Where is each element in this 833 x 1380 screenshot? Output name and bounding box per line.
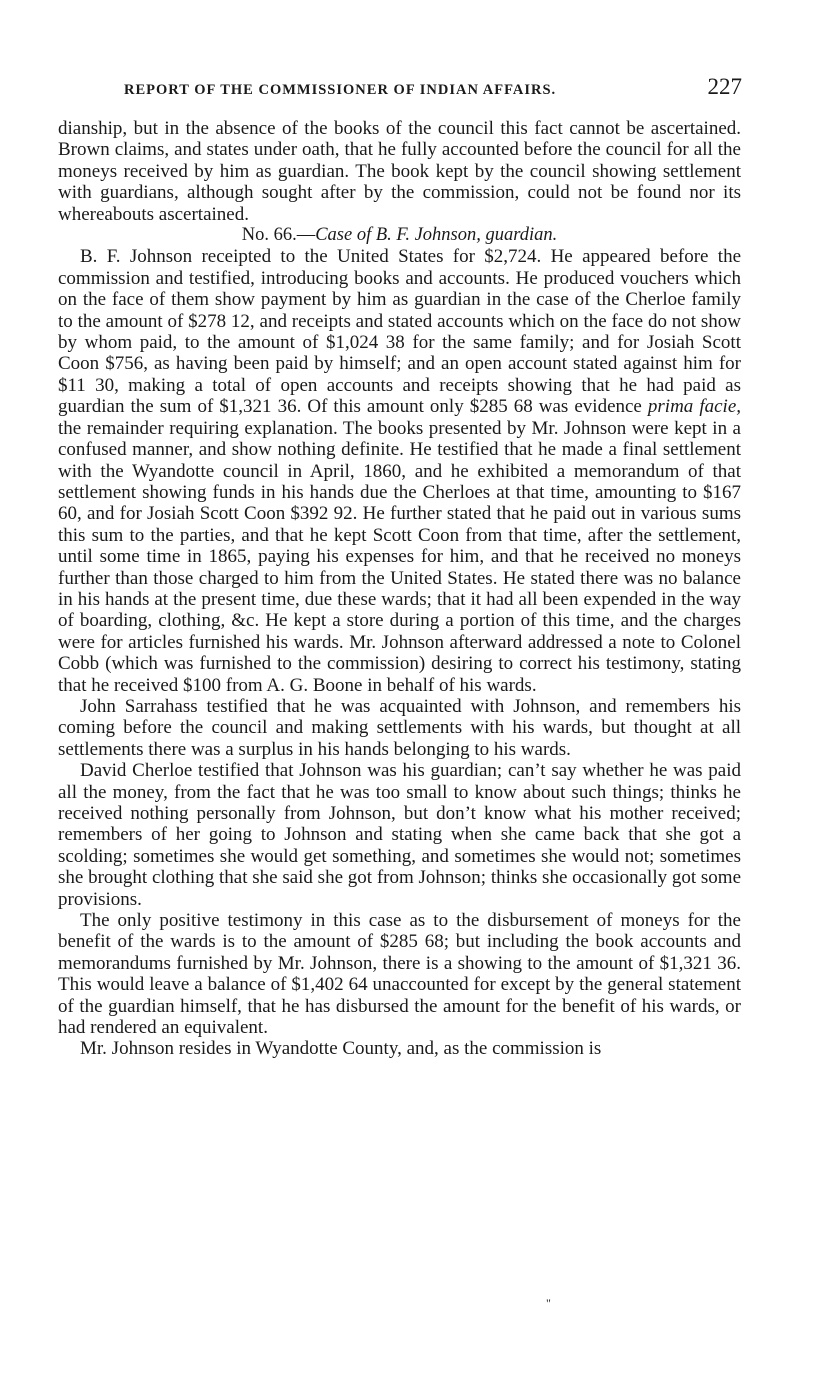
paragraph-1-part2: the remainder requiring explanation. The books presented by Mr. Johnson were kept in a confused manner, and show nothing definite. He testified that he made a final settlement with the Wyandotte council in April, 1860, and he exhibited a memorandum of that settlement showing funds in his hands due the Cherloes at that time, amounting to $167 60, and for Josiah Scott Coon $392 92. He further stated that he paid out in various sums this sum to the parties, and that he kept Scott Coon from that time, after the settlement, until some time in 1865, paying his expenses for him, and that he received no moneys further than those charged to him from the United States. He stated there was no balance in his hands at the present time, due these wards; that it had all been expended in the way of boarding, clothing, &c. He kept a store during a portion of this time, and the charges were for articles furnished his wards. Mr. Johnson afterward addressed a note to Colonel Cobb (which was furnished to the commission) desiring to correct his testimony, stating that he received $100 from A. G. Boone in behalf of his wards. (58, 417, 741, 696)
paragraph-2: John Sarrahass testified that he was acquainted with Johnson, and remembers his coming before the council and making settlements with his wards, but thought at all settlements there was a surplus in his hands belonging to his wards. (58, 695, 741, 760)
case-title: Case of B. F. Johnson, guardian. (315, 225, 558, 246)
page-header (58, 72, 742, 102)
paragraph-4: The only positive testimony in this case as to the disbursement of moneys for the benefit of the wards is to the amount of $285 68; but including the book accounts and memorandums furnished by Mr. Johnson, there is a showing to the amount of $1,321 36. This would leave a balance of $1,402 64 unaccounted for except by the general statement of the guardian himself, that he has disbursed the amount for the benefit of his wards, or had rendered an equivalent. (58, 910, 741, 1039)
paragraph-5: Mr. Johnson resides in Wyandotte County, and, as the commission is (80, 1038, 602, 1060)
running-title: REPORT OF THE COMMISSIONER OF INDIAN AFFAIRS. (124, 82, 557, 98)
paragraph-1 (58, 246, 741, 696)
intro-paragraph: dianship, but in the absence of the books of the council this fact cannot be ascertained. Brown claims, and states under oath, that he fully accounted before the council for all the moneys received by him as guardian. The book kept by the council showing settlement with guardians, although sought after by the commission, could not be found nor its whereabouts ascertained. (58, 118, 741, 225)
paragraph-3: David Cherloe testified that Johnson was his guardian; can’t say whether he was paid all the money, from the fact that he was too small to know about such things; thinks he received nothing personally from Johnson, but don’t know what his mother received; remembers of her going to Johnson and stating when she came back that she got a scolding; sometimes she would get something, and sometimes she would not; sometimes she brought clothing that she said she got from Johnson; thinks she occasionally got some provisions. (58, 760, 741, 910)
body-text (58, 118, 741, 1060)
paragraph-1-italic: prima facie, (647, 396, 742, 418)
footer-mark: " (546, 1296, 551, 1310)
page-number: 227 (707, 74, 742, 99)
case-number: No. 66.— (241, 225, 316, 246)
paragraph-1-part1: B. F. Johnson receipted to the United States for $2,724. He appeared before the commission and testified, introducing books and accounts. He produced vouchers which on the face of them show payment by him as guardian in the case of the Cherloe family to the amount of $278 12, and receipts and stated accounts which on the face do not show by whom paid, to the amount of $1,024 38 for the same family; and for Josiah Scott Coon $756, as having been paid by himself; and an open account stated against him for $11 30, making a total of open accounts and receipts showing that he had paid as guardian the sum of $1,321 36. Of this amount only $285 68 was evidence (58, 246, 741, 418)
case-heading (58, 225, 741, 246)
